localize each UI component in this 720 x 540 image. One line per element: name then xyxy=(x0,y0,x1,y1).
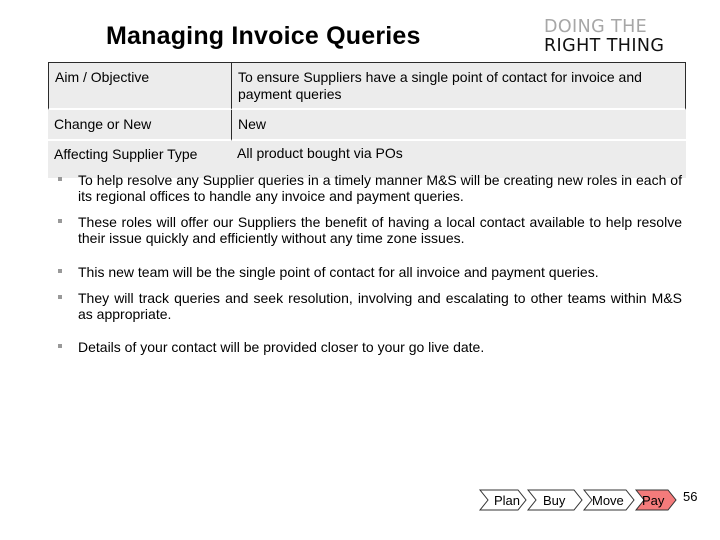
list-item xyxy=(56,214,682,246)
bullet-text: They will track queries and seek resolution, involving and escalating to other teams within M&S as appropriate. xyxy=(78,290,682,322)
brand-logo xyxy=(544,18,694,56)
bullet-text: To help resolve any Supplier queries in a timely manner M&S will be creating new roles in each of its regional offices to handle any invoice and payment queries. xyxy=(78,172,682,204)
nav-step-buy[interactable]: Buy xyxy=(543,493,566,508)
bullet-text: This new team will be the single point of contact for all invoice and payment queries. xyxy=(78,264,599,280)
list-item xyxy=(56,339,682,355)
list-item xyxy=(56,290,682,322)
logo-line-2: RIGHT THING xyxy=(544,36,665,56)
bullet-text: These roles will offer our Suppliers the benefit of having a local contact available to help resolve their issue quickly and efficiently without any time zone issues. xyxy=(78,214,682,246)
bullet-list xyxy=(56,172,682,355)
table-row xyxy=(48,110,686,141)
row-key: Affecting Supplier Type xyxy=(48,141,231,178)
process-nav xyxy=(478,488,698,512)
nav-step-plan[interactable]: Plan xyxy=(494,493,521,508)
bullet-square-icon xyxy=(58,177,62,181)
bullet-square-icon xyxy=(58,295,62,299)
list-item xyxy=(56,264,682,280)
page-number: 56 xyxy=(683,489,698,504)
bullet-square-icon xyxy=(58,344,62,348)
info-table xyxy=(48,62,686,178)
row-key: Change or New xyxy=(48,110,231,141)
bullet-square-icon xyxy=(58,269,62,273)
list-item xyxy=(56,172,682,204)
slide-title: Managing Invoice Queries xyxy=(106,22,421,50)
table-row xyxy=(48,62,686,110)
nav-step-pay[interactable]: Pay xyxy=(642,493,665,508)
row-value: All product bought via POs xyxy=(231,141,686,178)
bullet-text: Details of your contact will be provided closer to your go live date. xyxy=(78,339,485,355)
row-value: New xyxy=(231,110,686,141)
logo-line-1: DOING THE xyxy=(544,17,648,37)
bullet-square-icon xyxy=(58,219,62,223)
row-value: To ensure Suppliers have a single point of contact for invoice and payment queries xyxy=(231,62,686,110)
nav-step-move[interactable]: Move xyxy=(592,493,624,508)
row-key: Aim / Objective xyxy=(48,62,231,110)
